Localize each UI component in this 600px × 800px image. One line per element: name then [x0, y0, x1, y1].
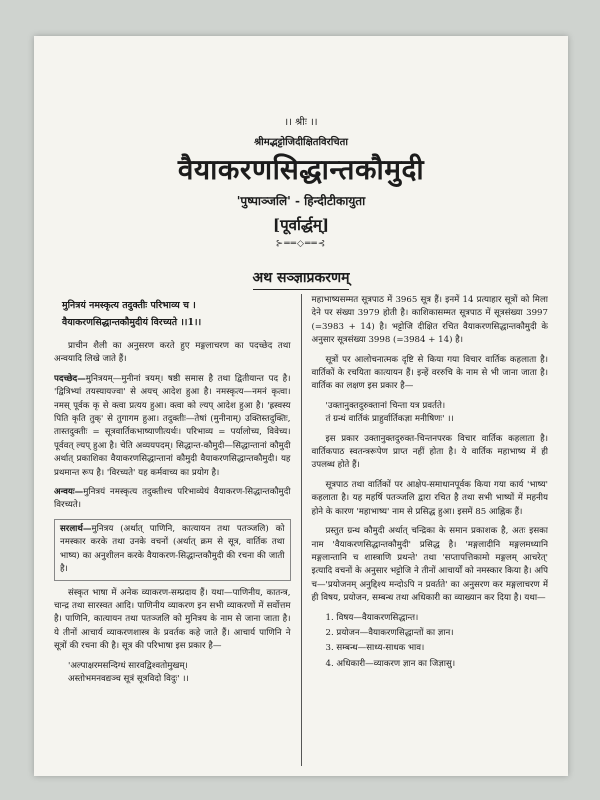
section-heading: [34, 268, 568, 290]
saralartha-label: सरलार्थ—: [60, 523, 92, 534]
padaccheda-label: पदच्छेद—: [54, 373, 86, 384]
book-title: वैयाकरणसिद्धान्तकौमुदी: [177, 153, 425, 186]
verse-line-1: मुनित्रयं नमस्कृत्य तदुक्तीः परिभाव्य च ।: [62, 300, 196, 311]
sutra-definition-line-1: 'अल्पाक्षरमसन्दिग्धं सारवद्विश्वतोमुखम्।: [68, 660, 188, 671]
saralartha-box: [54, 519, 291, 581]
padaccheda-text: मुनित्रयम्—मुनीनां त्रयम्। षष्ठी समास है तथा द्वितीयान्त पद है। 'द्वित्रिभ्यां तयस्यायज्वा' से अयच् आदेश हुआ है। नमस्कृत्य—नमनं कृत्वा। नमस् पूर्वक कृ से क्त्वा प्रत्यय हुआ। क्त्वा को ल्यप् आदेश हुआ है। 'ह्रस्वस्य पिति कृति तुक्' से तुगागम हुआ। तदुक्तीः—तेषां (मुनीनाम्) उक्तिस्तदुक्तिः, तास्तदुक्तीः = सूत्रवार्तिकभाष्याणीत्यर्थः। परिभाव्य = पर्यालोच्य, विवेच्य। पूर्ववत् ल्यप् हुआ है। चेति अव्ययपदम्। सिद्धान्त-कौमुदी—सिद्धान्तानां कौमुदी अर्थात् प्रकाशिका वैयाकरणसिद्धान्तानां कौमुदी वैयाकरणसिद्धान्तकौमुदी। यह प्रथमान्त रूप है। 'विरच्यते' यह कर्मवाच्य का प्रयोग है।: [54, 373, 291, 478]
vartika-explanation-paragraph: इस प्रकार उक्तानुक्तदुरुक्त-चिन्तनपरक विचार वार्तिक कहलाता है। वार्तिकपाठ स्वतन्त्ररूपेण प्राप्त नहीं होता है। ये वार्तिक महाभाष्य में ही उपलब्ध होते हैं।: [311, 433, 548, 471]
kaumudi-paragraph: प्रस्तुत ग्रन्थ कौमुदी अर्थात् चन्द्रिका के समान प्रकाशक है, अतः इसका नाम 'वैयाकरणसिद्धान्तकौमुदी' प्रसिद्ध है। 'मङ्गलादीनि मङ्गलमध्यानि मङ्गलान्तानि च शास्त्राणि प्रथन्ते' तथा 'सप्तापत्तिकामो मङ्गलम् आचरेत्' इत्यादि वचनों के अनुसार भट्टोजि ने तीनों आचार्यों को नमस्कार किया है। अपि च—'प्रयोजनम् अनुद्दिश्य मन्दोऽपि न प्रवर्तते' का अनुसरण कर मङ्गलाचरण में ही विषय, प्रयोजन, सम्बन्ध तथा अधिकारी का व्याख्यान कर दिया है। यथा—: [311, 526, 548, 604]
list-item: 1. विषय—वैयाकरणसिद्धान्त।: [325, 612, 419, 623]
vartika-paragraph: सूत्रों पर आलोचनात्मक दृष्टि से किया गया विचार वार्तिक कहलाता है। वार्तिकों के रचयिता कात्यायन हैं। इन्हें वररुचि के नाम से भी जाना जाता है। वार्तिक का लक्षण इस प्रकार है—: [311, 354, 548, 392]
mangalacharana-verse: [54, 294, 291, 336]
list-item: 4. अधिकारी—व्याकरण ज्ञान का जिज्ञासु।: [325, 658, 456, 669]
padaccheda-paragraph: [54, 373, 291, 480]
part-label: [पूर्वार्द्धम्]: [273, 216, 329, 234]
book-subtitle: 'पुष्पाञ्जलि' - हिन्दीटीकायुता: [236, 194, 366, 208]
intro-paragraph: प्राचीन शैली का अनुसरण करते हुए मङ्गलाचरण का पदच्छेद तथा अन्वयादि लिखे जाते हैं।: [54, 341, 291, 365]
vartika-definition-line-2: तं ग्रन्थं वार्तिकं प्राहुर्वार्तिकज्ञा मनीषिणः' ।।: [325, 414, 454, 425]
text-columns: [54, 294, 548, 766]
sutra-definition-line-2: अस्तोभमनवद्यञ्च सूत्रं सूत्रविदो विदुः' ।।: [68, 673, 189, 684]
author-line: श्रीमद्भट्टोजिदीक्षितविरचिता: [254, 137, 348, 148]
right-column: [302, 294, 549, 766]
list-item: 2. प्रयोजन—वैयाकरणसिद्धान्तों का ज्ञान।: [325, 627, 454, 638]
vartika-definition-line-1: 'उक्तानुक्तदुरुक्तानां चिन्ता यत्र प्रवर्तते।: [325, 400, 446, 411]
bhashya-paragraph: सूत्रपाठ तथा वार्तिकों पर आक्षेप-समाधानपूर्वक किया गया कार्य 'भाष्य' कहलाता है। यह महर्षि पतञ्जलि द्वारा रचित है तथा सभी भाष्यों में महनीय होने के कारण 'महाभाष्य' नाम से प्रसिद्ध हुआ। इसमें 85 आह्निक हैं।: [311, 479, 548, 517]
anvaya-text: मुनित्रयं नमस्कृत्य तदुक्तीश्च परिभाव्येयं वैयाकरण-सिद्धान्तकौमुदी विरच्यते।: [54, 487, 291, 511]
verse-line-2: वैयाकरणसिद्धान्तकौमुदीयं विरच्यते ।।1।।: [62, 317, 202, 328]
book-page: [34, 36, 568, 776]
anvaya-label: अन्वयः—: [54, 487, 84, 498]
saralartha-text: मुनित्रय (अर्थात् पाणिनि, कात्यायन तथा पतञ्जलि) को नमस्कार करके तथा उनके वचनों (अर्थात् क्रम से सूत्र, वार्तिक तथा भाष्य) का अनुशीलन करके वैयाकरण-सिद्धान्तकौमुदी की रचना की जाती है।: [60, 523, 285, 575]
ornament-divider: ⊱══◇══⊰: [275, 239, 327, 249]
invocation: ।। श्रीः ।।: [284, 117, 318, 128]
section-heading-text: अथ सञ्ज्ञाप्रकरणम्: [253, 268, 350, 290]
title-block: [34, 114, 568, 249]
anvaya-paragraph: [54, 486, 291, 513]
sanskrit-paragraph: संस्कृत भाषा में अनेक व्याकरण-सम्प्रदाय हैं। यथा—पाणिनीय, कातन्त्र, चान्द्र तथा सारस्वत आदि। पाणिनीय व्याकरण इन सभी व्याकरणों में सर्वोत्तम है। पाणिनि, कात्यायन तथा पतञ्जलि को मुनित्रय के नाम से जाना जाता है। ये तीनों आचार्य व्याकरणशास्त्र के प्रवर्तक कहे जाते हैं। आचार्य पाणिनि ने सूत्रों की रचना की है। सूत्र की परिभाषा इस प्रकार है—: [54, 587, 291, 652]
sutra-count-paragraph: महाभाष्यसम्मत सूत्रपाठ में 3965 सूत्र हैं। इनमें 14 प्रत्याहार सूत्रों को मिला देने पर संख्या 3979 होती है। काशिकासम्मत सूत्रपाठ में सूत्रसंख्या 3997 (=3983 + 14) है। भट्टोजि दीक्षित रचित वैयाकरणसिद्धान्तकौमुदी के अनुसार सूत्रसंख्या 3998 (=3984 + 14) है।: [311, 295, 548, 346]
list-item: 3. सम्बन्ध—साध्य-साधक भाव।: [325, 643, 425, 654]
left-column: [54, 294, 302, 766]
